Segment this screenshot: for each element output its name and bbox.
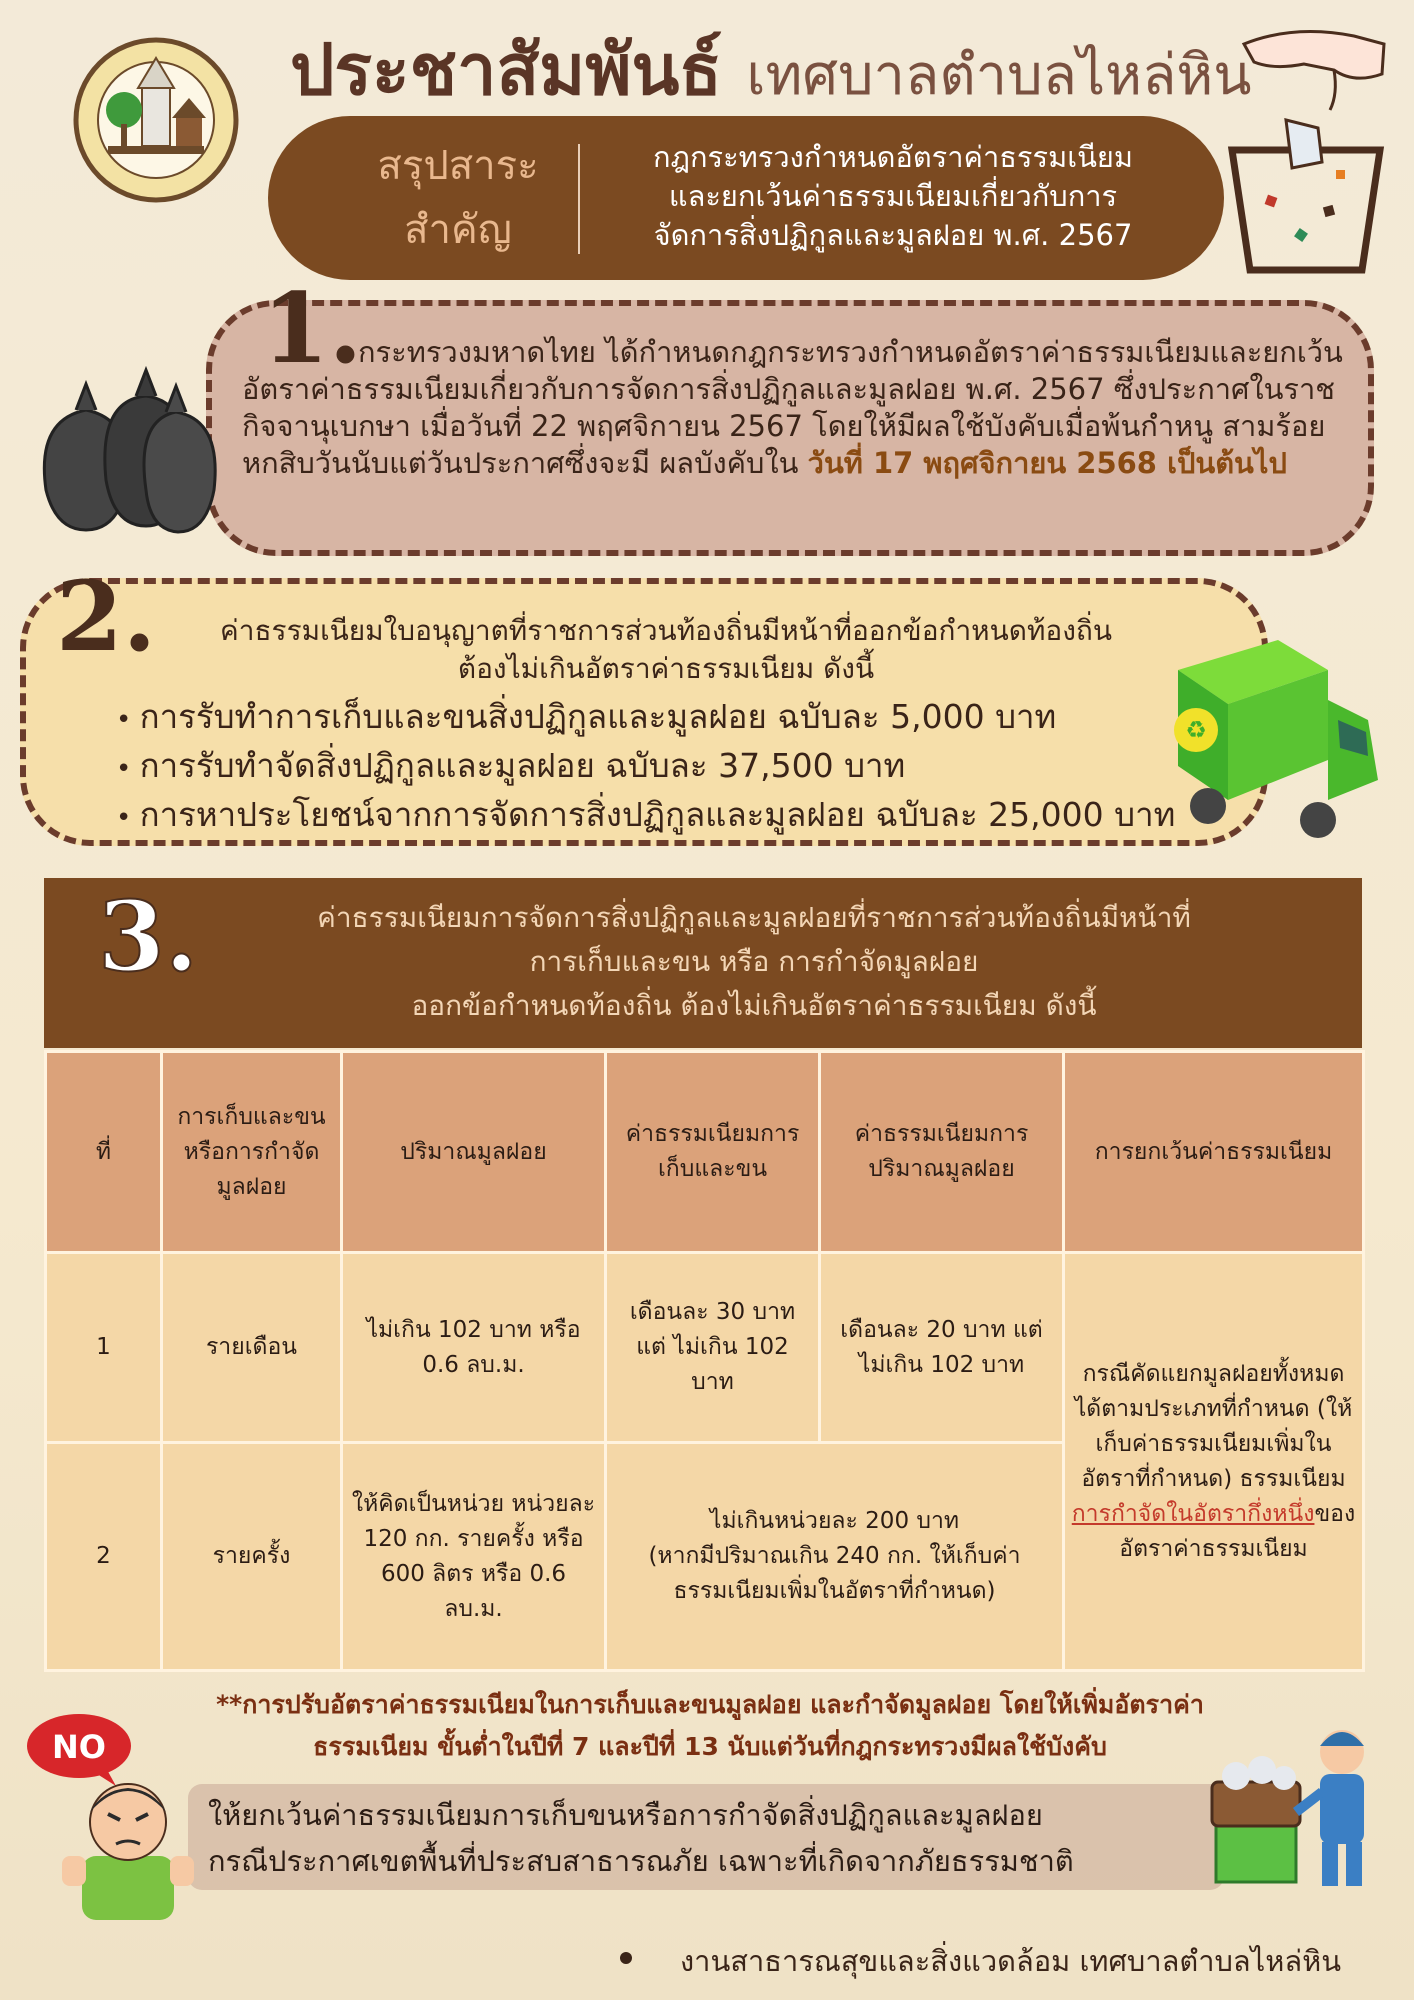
- angry-boy-icon: [58, 1760, 198, 1920]
- note-line: ธรรมเนียม ขั้นต่ำในปีที่ 7 และปีที่ 13 นับแต่วันที่กฎกระทรวงมีผลใช้บังคับ: [313, 1732, 1107, 1761]
- fee-line: (หากมีปริมาณเกิน 240 กก. ให้เก็บค่าธรรมเนียมเพิ่มในอัตราที่กำหนด): [648, 1543, 1021, 1604]
- exemption-line: กรณีประกาศเขตพื้นที่ประสบสาธารณภัย เฉพาะที่เกิดจากภัยธรรมชาติ: [208, 1844, 1074, 1878]
- section-2-heading-line: ค่าธรรมเนียมใบอนุญาตที่ราชการส่วนท้องถิ่นมีหน้าที่ออกข้อกำหนดท้องถิ่น: [219, 614, 1113, 647]
- section-1-text: [242, 334, 1352, 482]
- summary-label-line: สรุปสาระ: [377, 143, 539, 189]
- disposal-half-rate-link[interactable]: การกำจัดในอัตรากึ่งหนึ่ง: [1071, 1500, 1315, 1527]
- table-cell: 1: [46, 1253, 162, 1443]
- section-1-number: 1.: [262, 272, 363, 385]
- summary-label-line: สำคัญ: [404, 207, 512, 253]
- table-cell: เดือนละ 30 บาท แต่ ไม่เกิน 102 บาท: [606, 1253, 820, 1443]
- section-2-number: 2.: [56, 560, 157, 673]
- table-row: [46, 1253, 1364, 1443]
- page-title: [290, 14, 1252, 125]
- section-2-box: [20, 578, 1268, 846]
- waste-worker-icon: [1196, 1712, 1382, 1902]
- note-line: **การปรับอัตราค่าธรรมเนียมในการเก็บและขนมูลฝอย และกำจัดมูลฝอย โดยให้เพิ่มอัตราค่า: [216, 1690, 1204, 1719]
- column-header: การเก็บและขน หรือการกำจัดมูลฝอย: [162, 1052, 342, 1253]
- section-2-heading: [166, 612, 1166, 688]
- rate-adjustment-note: [80, 1684, 1340, 1768]
- license-fee-list: [116, 694, 1216, 841]
- exemption-box-text: [208, 1792, 1218, 1884]
- column-header: ค่าธรรมเนียมการเก็บและขน: [606, 1052, 820, 1253]
- garbage-bags-icon: [26, 340, 226, 540]
- table-cell: [606, 1443, 1064, 1671]
- hand-icon: [1234, 14, 1394, 124]
- effective-date: วันที่ 17 พฤศจิกายน 2568 เป็นต้นไป: [807, 446, 1287, 480]
- section-2-heading-line: ต้องไม่เกินอัตราค่าธรรมเนียม ดังนี้: [457, 652, 875, 685]
- svg-text:♻: ♻: [1185, 716, 1207, 744]
- exemption-text: กรณีคัดแยกมูลฝอยทั้งหมดได้ตามประเภทที่กำหนด (ให้เก็บค่าธรรมเนียมเพิ่มในอัตราที่กำหนด) ธรรมเนียม: [1074, 1360, 1353, 1492]
- exemption-box: [188, 1784, 1224, 1890]
- list-item: • การรับทำจัดสิ่งปฏิกูลและมูลฝอย ฉบับละ 37,500 บาท: [116, 743, 1216, 792]
- table-cell: รายเดือน: [162, 1253, 342, 1443]
- exemption-text: ของอัตราค่าธรรมเนียม: [1119, 1500, 1356, 1562]
- exemption-cell: [1064, 1253, 1364, 1671]
- trash-bin-icon: [1226, 110, 1386, 280]
- title-municipality: เทศบาลตำบลไหล่หิน: [746, 43, 1252, 108]
- section-3-number: 3.: [98, 880, 199, 993]
- no-sign-text: NO: [52, 1728, 106, 1766]
- title-bold: ประชาสัมพันธ์: [290, 29, 723, 111]
- table-cell: ไม่เกิน 102 บาท หรือ 0.6 ลบ.ม.: [342, 1253, 606, 1443]
- exemption-line: ให้ยกเว้นค่าธรรมเนียมการเก็บขนหรือการกำจัดสิ่งปฏิกูลและมูลฝอย: [208, 1798, 1043, 1832]
- list-item: • การหาประโยชน์จากการจัดการสิ่งปฏิกูลและมูลฝอย ฉบับละ 25,000 บาท: [116, 792, 1216, 841]
- section-3-header: [44, 878, 1362, 1048]
- summary-label: [328, 134, 588, 262]
- table-cell: 2: [46, 1443, 162, 1671]
- section-3-title: [204, 896, 1304, 1028]
- summary-text-line: และยกเว้นค่าธรรมเนียมเกี่ยวกับการ: [668, 179, 1118, 213]
- table-cell: รายครั้ง: [162, 1443, 342, 1671]
- section-1-box: [206, 300, 1374, 556]
- divider: [578, 144, 580, 254]
- summary-text-line: กฎกระทรวงกำหนดอัตราค่าธรรมเนียม: [652, 140, 1134, 174]
- section-1-body: กระทรวงมหาดไทย ได้กำหนดกฎกระทรวงกำหนดอัตราค่าธรรมเนียมและยกเว้นอัตราค่าธรรมเนียมเกี่ยวกับการจัดการสิ่งปฏิกูลและมูลฝอย พ.ศ. 2567 ซึ่งประกาศในราชกิจจานุเบกษา เมื่อวันที่ 22 พฤศจิกายน 2567 โดยให้มีผลใช้บังคับเมื่อพ้นกำหนู สามร้อยหกสิบวันนับแต่วันประกาศซึ่งจะมี ผลบังคับใน: [242, 335, 1343, 480]
- column-header: ปริมาณมูลฝอย: [342, 1052, 606, 1253]
- summary-text-line: จัดการสิ่งปฏิกูลและมูลฝอย พ.ศ. 2567: [653, 218, 1133, 252]
- summary-banner: [268, 116, 1224, 280]
- column-header: ค่าธรรมเนียมการปริมาณมูลฝอย: [820, 1052, 1064, 1253]
- column-header: การยกเว้นค่าธรรมเนียม: [1064, 1052, 1364, 1253]
- bullet-icon: [620, 1952, 632, 1964]
- table-cell: เดือนละ 20 บาท แต่ ไม่เกิน 102 บาท: [820, 1253, 1064, 1443]
- garbage-truck-icon: [1168, 630, 1382, 850]
- table-header-row: [46, 1052, 1364, 1253]
- footer-credit: งานสาธารณสุขและสิ่งแวดล้อม เทศบาลตำบลไหล่หิน: [680, 1944, 1342, 1978]
- table-cell: ให้คิดเป็นหน่วย หน่วยละ 120 กก. รายครั้ง หรือ 600 ลิตร หรือ 0.6 ลบ.ม.: [342, 1443, 606, 1671]
- fee-table: [44, 1050, 1365, 1672]
- section-3-title-line: การเก็บและขน หรือ การกำจัดมูลฝอย: [529, 945, 979, 978]
- fee-line: ไม่เกินหน่วยละ 200 บาท: [709, 1508, 960, 1534]
- list-item: • การรับทำการเก็บและขนสิ่งปฏิกูลและมูลฝอย ฉบับละ 5,000 บาท: [116, 694, 1216, 743]
- summary-text: [598, 138, 1188, 255]
- section-3-title-line: ค่าธรรมเนียมการจัดการสิ่งปฏิกูลและมูลฝอยที่ราชการส่วนท้องถิ่นมีหน้าที่: [317, 901, 1191, 934]
- municipality-logo: [72, 36, 240, 204]
- column-header: ที่: [46, 1052, 162, 1253]
- section-3-title-line: ออกข้อกำหนดท้องถิ่น ต้องไม่เกินอัตราค่าธรรมเนียม ดังนี้: [411, 989, 1097, 1022]
